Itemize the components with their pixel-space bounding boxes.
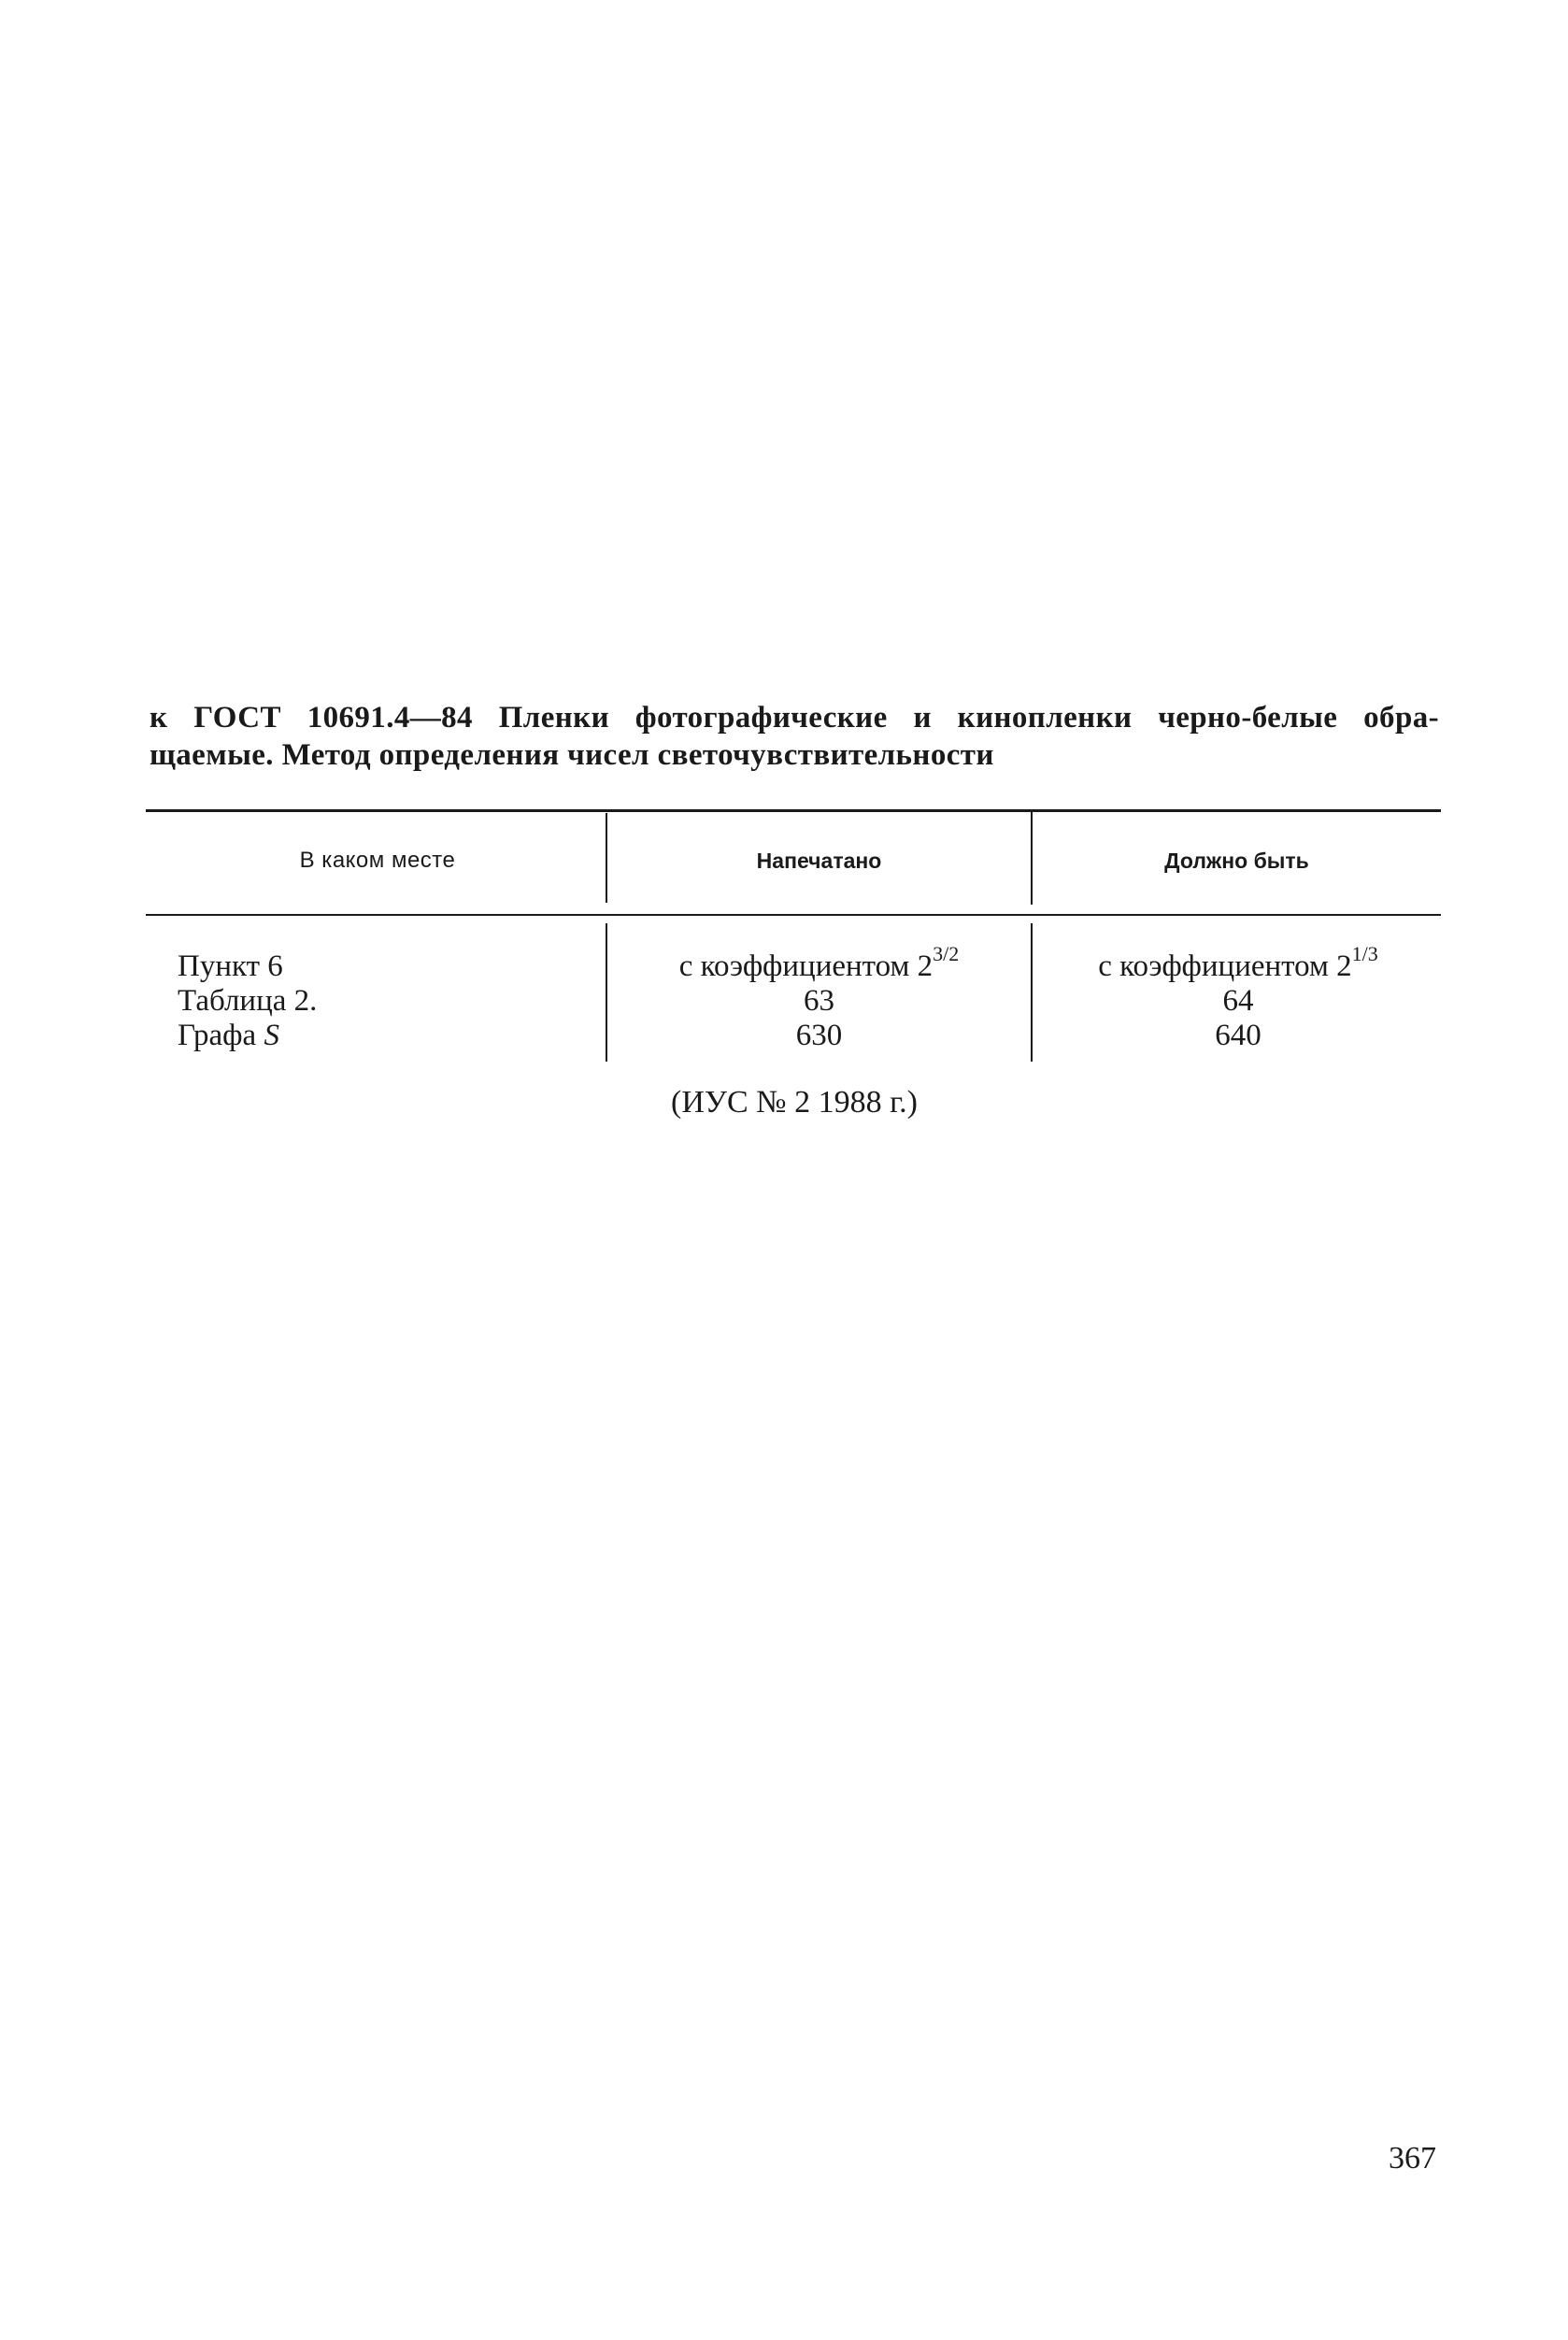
- should-be-coefficient-text: с коэффициентом 2: [1098, 949, 1352, 983]
- heading-line-1: к ГОСТ 10691.4—84 Пленки фотографические и кинопленки черно-белые обра-: [150, 701, 1439, 735]
- table-cell-printed-table-value: 63: [804, 984, 834, 1018]
- printed-coefficient-text: с коэффициентом 2: [678, 949, 934, 983]
- heading-line-2: щаемые. Метод определения чисел светочувствительности: [150, 738, 994, 772]
- table-top-rule: [146, 809, 1441, 812]
- symbol-s: S: [264, 1019, 279, 1052]
- table-header-rule: [146, 914, 1441, 916]
- table-cell-should-be-coefficient: [1033, 942, 1444, 984]
- table-cell-place-3: [178, 1019, 589, 1053]
- printed-coefficient-exponent: 3/2: [933, 942, 960, 965]
- table-cell-place-1: Пункт 6: [178, 949, 283, 983]
- column-header-printed: Напечатано: [756, 849, 882, 873]
- table-cell-place-2: Таблица 2.: [178, 984, 318, 1018]
- column-header-place: В каком месте: [299, 848, 456, 873]
- table-column-printed: [607, 942, 1031, 1053]
- table-cell-should-be-table-value: 64: [1222, 984, 1254, 1018]
- table-cell-printed-coefficient: [607, 942, 1031, 984]
- table-column-place: [178, 949, 589, 1053]
- column-header-should-be: Должно быть: [1164, 849, 1309, 873]
- table-cell-should-be-column-value: 640: [1215, 1019, 1262, 1052]
- table-column-should-be: [1033, 942, 1444, 1053]
- page-number: 367: [1389, 2141, 1436, 2176]
- source-reference: (ИУС № 2 1988 г.): [671, 1085, 918, 1120]
- amendment-heading: [150, 699, 1439, 774]
- should-be-coefficient-exponent: 1/3: [1351, 942, 1378, 965]
- table-cell-printed-column-value: 630: [795, 1019, 843, 1052]
- table-cell-place-3-text: Графа: [178, 1019, 264, 1052]
